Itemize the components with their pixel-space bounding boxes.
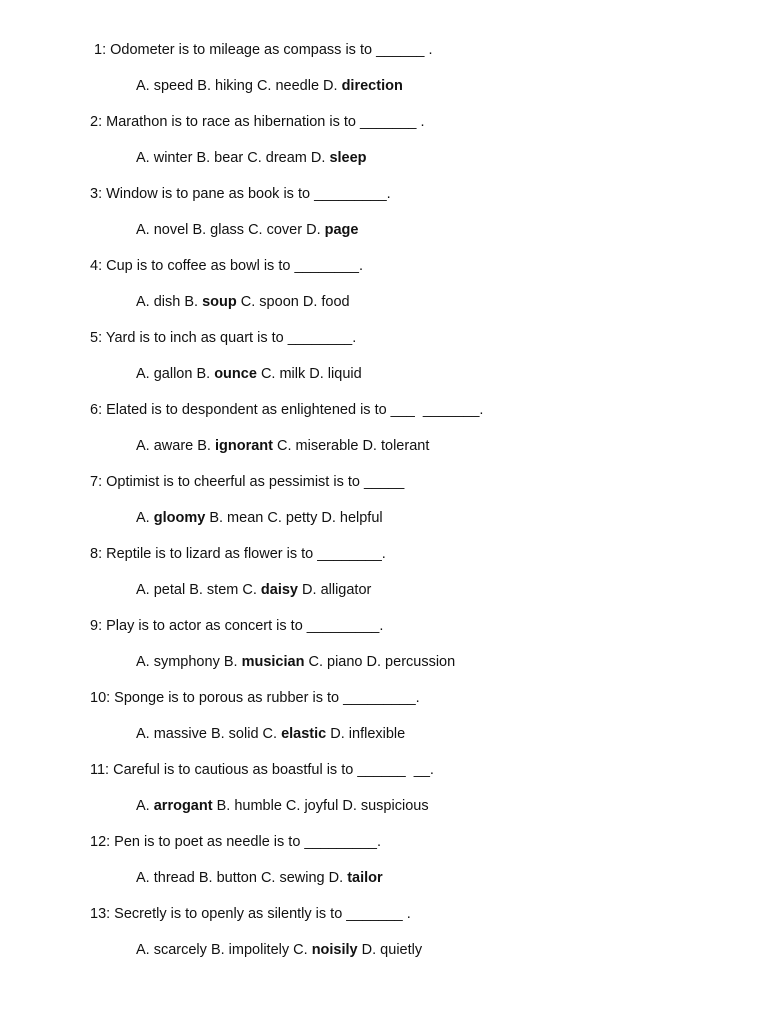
correct-answer-word: sleep xyxy=(329,150,367,166)
answer-options xyxy=(90,868,730,904)
answer-option xyxy=(321,510,382,526)
answer-option xyxy=(199,870,257,886)
option-label: C. petty xyxy=(267,510,318,526)
option-label: A. dish xyxy=(136,294,181,310)
answer-option-correct xyxy=(306,222,358,238)
question-item xyxy=(90,832,730,904)
question-prompt: 1: Odometer is to mileage as compass is to ______ . xyxy=(94,42,433,58)
answer-option-correct xyxy=(329,870,383,886)
answer-option-correct xyxy=(323,78,403,94)
option-label: B. stem xyxy=(189,582,239,598)
question-item xyxy=(90,328,730,400)
option-label: C. piano xyxy=(308,654,363,670)
option-label: A. scarcely xyxy=(136,942,207,958)
option-label: D. inflexible xyxy=(330,726,406,742)
option-label: D. xyxy=(328,870,348,886)
option-label: D. xyxy=(323,78,342,94)
option-label: A. xyxy=(136,798,154,814)
option-label: D. food xyxy=(302,294,350,310)
option-label: D. percussion xyxy=(366,654,456,670)
option-label: B. hiking xyxy=(197,78,253,94)
question-prompt: 7: Optimist is to cheerful as pessimist is to _____ xyxy=(90,474,405,490)
option-label: D. quietly xyxy=(361,942,423,958)
answer-options xyxy=(90,364,730,400)
answer-option xyxy=(136,222,188,238)
option-label: C. needle xyxy=(256,78,320,94)
correct-answer-word: arrogant xyxy=(153,798,213,814)
answer-options xyxy=(90,220,730,256)
answer-options xyxy=(90,292,730,328)
option-label: B. impolitely xyxy=(210,942,290,958)
option-label: A. massive xyxy=(136,726,207,742)
answer-option xyxy=(211,942,289,958)
question-item xyxy=(90,616,730,688)
answer-option-correct xyxy=(311,150,367,166)
answer-options xyxy=(90,724,730,760)
answer-option xyxy=(136,150,192,166)
option-label: A. gallon xyxy=(136,366,193,382)
question-prompt: 3: Window is to pane as book is to _________. xyxy=(90,186,391,202)
option-label: C. cover xyxy=(248,222,303,238)
option-label: A. symphony xyxy=(136,654,220,670)
option-label: C. xyxy=(262,726,282,742)
option-label: B. solid xyxy=(210,726,259,742)
question-item xyxy=(90,40,730,112)
answer-option xyxy=(302,582,371,598)
answer-option xyxy=(248,222,302,238)
question-prompt: 10: Sponge is to porous as rubber is to _________. xyxy=(90,690,420,706)
answer-option xyxy=(136,726,207,742)
option-label: C. milk xyxy=(260,366,306,382)
answer-option-correct xyxy=(293,942,357,958)
question-prompt: 6: Elated is to despondent as enlightened is to ___ _______. xyxy=(90,402,484,418)
option-label: C. sewing xyxy=(260,870,325,886)
answer-option xyxy=(136,942,207,958)
answer-option xyxy=(362,438,429,454)
correct-answer-word: ounce xyxy=(214,366,257,382)
option-label: D. xyxy=(310,150,330,166)
question-prompt: 8: Reptile is to lizard as flower is to ________. xyxy=(90,546,386,562)
answer-options xyxy=(90,148,730,184)
question-item xyxy=(90,544,730,616)
option-label: B. bear xyxy=(196,150,244,166)
question-item xyxy=(90,184,730,256)
question-prompt: 13: Secretly is to openly as silently is to _______ . xyxy=(90,906,411,922)
question-prompt: 9: Play is to actor as concert is to _________. xyxy=(90,618,384,634)
answer-option xyxy=(217,798,282,814)
question-item xyxy=(90,400,730,472)
answer-option xyxy=(261,366,305,382)
correct-answer-word: tailor xyxy=(347,870,383,886)
question-item xyxy=(90,904,730,976)
answer-option xyxy=(136,294,180,310)
option-label: B. xyxy=(184,294,203,310)
option-label: B. xyxy=(197,438,215,454)
answer-option-correct xyxy=(242,582,298,598)
option-label: B. humble xyxy=(216,798,282,814)
correct-answer-word: page xyxy=(324,222,359,238)
answer-option xyxy=(367,654,456,670)
correct-answer-word: elastic xyxy=(281,726,327,742)
correct-answer-word: ignorant xyxy=(215,438,273,454)
option-label: A. xyxy=(136,510,154,526)
answer-option xyxy=(257,78,319,94)
option-label: B. xyxy=(223,654,242,670)
option-label: D. xyxy=(306,222,325,238)
option-label: A. petal xyxy=(136,582,186,598)
option-label: A. thread xyxy=(136,870,195,886)
correct-answer-word: soup xyxy=(202,294,237,310)
answer-option xyxy=(136,870,195,886)
correct-answer-word: direction xyxy=(341,78,403,94)
option-label: D. tolerant xyxy=(362,438,430,454)
option-label: D. suspicious xyxy=(342,798,429,814)
answer-option xyxy=(308,654,362,670)
option-label: A. aware xyxy=(136,438,194,454)
answer-option xyxy=(196,150,243,166)
question-item xyxy=(90,688,730,760)
option-label: A. winter xyxy=(136,150,193,166)
answer-option xyxy=(209,510,263,526)
question-prompt: 12: Pen is to poet as needle is to _________. xyxy=(90,834,382,850)
answer-option xyxy=(247,150,307,166)
answer-option-correct xyxy=(196,366,256,382)
answer-options xyxy=(90,580,730,616)
answer-option xyxy=(197,78,253,94)
answer-option xyxy=(261,870,325,886)
answer-option-correct xyxy=(224,654,305,670)
question-prompt: 11: Careful is to cautious as boastful is to ______ __. xyxy=(90,762,434,778)
question-prompt: 2: Marathon is to race as hibernation is to _______ . xyxy=(90,114,425,130)
answer-option-correct xyxy=(197,438,273,454)
answer-option xyxy=(241,294,299,310)
answer-option xyxy=(330,726,405,742)
question-prompt: 5: Yard is to inch as quart is to ________. xyxy=(90,330,357,346)
answer-option xyxy=(211,726,259,742)
answer-option xyxy=(267,510,317,526)
answer-option xyxy=(136,654,220,670)
option-label: C. xyxy=(293,942,312,958)
correct-answer-word: noisily xyxy=(311,942,358,958)
option-label: D. helpful xyxy=(321,510,383,526)
option-label: D. liquid xyxy=(309,366,362,382)
question-prompt: 4: Cup is to coffee as bowl is to ________. xyxy=(90,258,363,274)
option-label: D. alligator xyxy=(302,582,372,598)
answer-option xyxy=(309,366,361,382)
answer-options xyxy=(90,796,730,832)
option-label: C. miserable xyxy=(277,438,359,454)
answer-option-correct xyxy=(136,510,205,526)
question-list xyxy=(90,40,730,976)
option-label: A. speed xyxy=(136,78,194,94)
answer-option xyxy=(286,798,338,814)
question-item xyxy=(90,256,730,328)
answer-option-correct xyxy=(263,726,327,742)
answer-option-correct xyxy=(184,294,236,310)
option-label: A. novel xyxy=(136,222,189,238)
answer-option xyxy=(136,78,193,94)
answer-option xyxy=(189,582,238,598)
answer-option xyxy=(362,942,422,958)
correct-answer-word: gloomy xyxy=(153,510,206,526)
answer-options xyxy=(90,76,730,112)
answer-options xyxy=(90,436,730,472)
answer-option xyxy=(277,438,358,454)
answer-options xyxy=(90,652,730,688)
answer-option xyxy=(136,366,192,382)
option-label: C. joyful xyxy=(285,798,339,814)
answer-option xyxy=(136,438,193,454)
option-label: B. xyxy=(196,366,215,382)
option-label: B. glass xyxy=(192,222,245,238)
correct-answer-word: musician xyxy=(241,654,305,670)
option-label: B. button xyxy=(198,870,257,886)
question-item xyxy=(90,472,730,544)
option-label: C. spoon xyxy=(240,294,299,310)
answer-options xyxy=(90,940,730,976)
option-label: C. xyxy=(242,582,261,598)
answer-option xyxy=(192,222,244,238)
option-label: C. dream xyxy=(247,150,307,166)
answer-options xyxy=(90,508,730,544)
option-label: B. mean xyxy=(209,510,264,526)
question-item xyxy=(90,112,730,184)
answer-option xyxy=(303,294,350,310)
correct-answer-word: daisy xyxy=(260,582,299,598)
question-item xyxy=(90,760,730,832)
answer-option xyxy=(136,582,185,598)
answer-option xyxy=(342,798,428,814)
answer-option-correct xyxy=(136,798,213,814)
